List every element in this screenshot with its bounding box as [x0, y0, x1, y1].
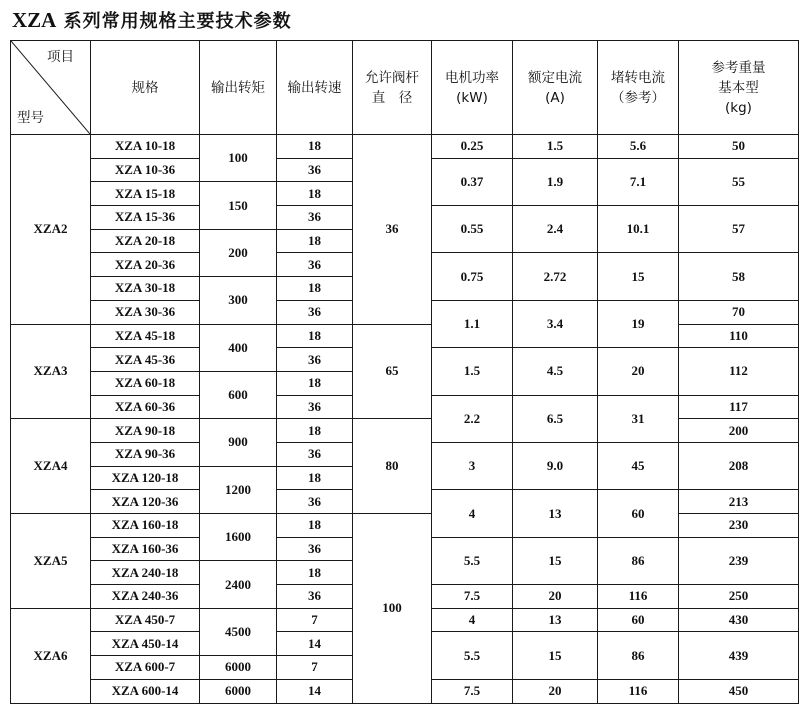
speed-cell: 18: [277, 419, 353, 443]
speed-cell: 18: [277, 182, 353, 206]
header-power-line1: 电机功率: [445, 69, 499, 86]
weight-cell: 430: [679, 608, 799, 632]
speed-cell: 18: [277, 466, 353, 490]
weight-cell: 439: [679, 632, 799, 679]
header-weight-line2: 基本型: [718, 79, 759, 96]
speed-cell: 18: [277, 371, 353, 395]
speed-cell: 14: [277, 679, 353, 703]
weight-cell: 250: [679, 585, 799, 609]
stall-current-cell: 31: [598, 395, 679, 442]
power-cell: 0.55: [432, 206, 513, 253]
torque-cell: 6000: [200, 679, 277, 703]
page-title: [12, 6, 292, 34]
power-cell: 5.5: [432, 537, 513, 584]
speed-cell: 18: [277, 135, 353, 159]
model-cell: XZA 90-36: [91, 442, 200, 466]
current-cell: 1.5: [513, 135, 598, 159]
model-cell: XZA 90-18: [91, 419, 200, 443]
model-cell: XZA 60-36: [91, 395, 200, 419]
rod-diameter-cell: 80: [353, 419, 432, 514]
weight-cell: 213: [679, 490, 799, 514]
header-power-line2: (kW): [456, 89, 488, 106]
stall-current-cell: 5.6: [598, 135, 679, 159]
stall-current-cell: 15: [598, 253, 679, 300]
weight-cell: 50: [679, 135, 799, 159]
torque-cell: 600: [200, 371, 277, 418]
table-row: [11, 514, 799, 538]
current-cell: 13: [513, 608, 598, 632]
model-cell: XZA 60-18: [91, 371, 200, 395]
header-stall-line2: （参考）: [611, 89, 665, 106]
model-cell: XZA 160-36: [91, 537, 200, 561]
current-cell: 15: [513, 632, 598, 679]
weight-cell: 57: [679, 206, 799, 253]
stall-current-cell: 7.1: [598, 158, 679, 205]
model-cell: XZA 600-14: [91, 679, 200, 703]
header-item-type: [11, 41, 91, 135]
torque-cell: 4500: [200, 608, 277, 655]
current-cell: 13: [513, 490, 598, 537]
type-cell: XZA5: [11, 514, 91, 609]
current-cell: 20: [513, 679, 598, 703]
speed-cell: 14: [277, 632, 353, 656]
model-cell: XZA 160-18: [91, 514, 200, 538]
torque-cell: 2400: [200, 561, 277, 608]
stall-current-cell: 116: [598, 585, 679, 609]
current-cell: 20: [513, 585, 598, 609]
stall-current-cell: 45: [598, 442, 679, 489]
power-cell: 0.25: [432, 135, 513, 159]
power-cell: 4: [432, 490, 513, 537]
model-cell: XZA 10-18: [91, 135, 200, 159]
stall-current-cell: 86: [598, 537, 679, 584]
header-weight: [679, 41, 799, 135]
speed-cell: 7: [277, 656, 353, 680]
speed-cell: 36: [277, 395, 353, 419]
weight-cell: 450: [679, 679, 799, 703]
rod-diameter-cell: 65: [353, 324, 432, 419]
header-current-line2: (A): [545, 89, 565, 106]
model-cell: XZA 240-18: [91, 561, 200, 585]
header-weight-line1: 参考重量: [711, 59, 766, 76]
header-power: [432, 41, 513, 135]
model-cell: XZA 10-36: [91, 158, 200, 182]
current-cell: 6.5: [513, 395, 598, 442]
torque-cell: 100: [200, 135, 277, 182]
torque-cell: 1200: [200, 466, 277, 513]
current-cell: 2.72: [513, 253, 598, 300]
header-rod-line1: 允许阀杆: [365, 69, 419, 86]
header-current: [513, 41, 598, 135]
torque-cell: 1600: [200, 514, 277, 561]
type-cell: XZA3: [11, 324, 91, 419]
header-rod-line2: 直 径: [371, 89, 413, 106]
power-cell: 3: [432, 442, 513, 489]
stall-current-cell: 19: [598, 300, 679, 347]
rod-diameter-cell: 36: [353, 135, 432, 325]
speed-cell: 18: [277, 229, 353, 253]
type-cell: XZA2: [11, 135, 91, 325]
current-cell: 1.9: [513, 158, 598, 205]
speed-cell: 18: [277, 514, 353, 538]
weight-cell: 200: [679, 419, 799, 443]
current-cell: 3.4: [513, 300, 598, 347]
speed-cell: 36: [277, 206, 353, 230]
weight-cell: 230: [679, 514, 799, 538]
model-cell: XZA 30-18: [91, 277, 200, 301]
model-cell: XZA 20-18: [91, 229, 200, 253]
speed-cell: 7: [277, 608, 353, 632]
header-stall-line1: 堵转电流: [611, 69, 665, 86]
current-cell: 2.4: [513, 206, 598, 253]
model-cell: XZA 45-36: [91, 348, 200, 372]
weight-cell: 110: [679, 324, 799, 348]
weight-cell: 239: [679, 537, 799, 584]
model-cell: XZA 450-14: [91, 632, 200, 656]
weight-cell: 58: [679, 253, 799, 300]
model-cell: XZA 600-7: [91, 656, 200, 680]
weight-cell: 70: [679, 300, 799, 324]
header-speed: 输出转速: [277, 41, 353, 135]
current-cell: 15: [513, 537, 598, 584]
speed-cell: 36: [277, 158, 353, 182]
header-rod-diameter: [353, 41, 432, 135]
header-current-line1: 额定电流: [528, 69, 582, 86]
speed-cell: 36: [277, 348, 353, 372]
model-cell: XZA 45-18: [91, 324, 200, 348]
weight-cell: 208: [679, 442, 799, 489]
power-cell: 1.1: [432, 300, 513, 347]
type-cell: XZA4: [11, 419, 91, 514]
current-cell: 4.5: [513, 348, 598, 395]
header-row: [11, 41, 799, 135]
model-cell: XZA 120-18: [91, 466, 200, 490]
weight-cell: 112: [679, 348, 799, 395]
title-code: XZA: [12, 8, 57, 32]
model-cell: XZA 120-36: [91, 490, 200, 514]
speed-cell: 36: [277, 490, 353, 514]
stall-current-cell: 10.1: [598, 206, 679, 253]
weight-cell: 117: [679, 395, 799, 419]
stall-current-cell: 60: [598, 490, 679, 537]
table-row: [11, 135, 799, 159]
torque-cell: 900: [200, 419, 277, 466]
header-type: 型号: [17, 110, 44, 126]
type-cell: XZA6: [11, 608, 91, 703]
speed-cell: 36: [277, 585, 353, 609]
header-item: 项目: [47, 49, 74, 65]
model-cell: XZA 450-7: [91, 608, 200, 632]
current-cell: 9.0: [513, 442, 598, 489]
power-cell: 2.2: [432, 395, 513, 442]
model-cell: XZA 15-18: [91, 182, 200, 206]
speed-cell: 36: [277, 442, 353, 466]
power-cell: 5.5: [432, 632, 513, 679]
power-cell: 0.75: [432, 253, 513, 300]
header-stall-current: [598, 41, 679, 135]
model-cell: XZA 240-36: [91, 585, 200, 609]
header-spec: 规格: [91, 41, 200, 135]
header-weight-line3: (kg): [725, 99, 752, 116]
torque-cell: 150: [200, 182, 277, 229]
power-cell: 0.37: [432, 158, 513, 205]
power-cell: 7.5: [432, 679, 513, 703]
speed-cell: 36: [277, 253, 353, 277]
header-torque: 输出转矩: [200, 41, 277, 135]
torque-cell: 400: [200, 324, 277, 371]
speed-cell: 36: [277, 537, 353, 561]
speed-cell: 18: [277, 324, 353, 348]
torque-cell: 300: [200, 277, 277, 324]
weight-cell: 55: [679, 158, 799, 205]
rod-diameter-cell: 100: [353, 514, 432, 704]
stall-current-cell: 116: [598, 679, 679, 703]
torque-cell: 6000: [200, 656, 277, 680]
stall-current-cell: 86: [598, 632, 679, 679]
power-cell: 1.5: [432, 348, 513, 395]
power-cell: 4: [432, 608, 513, 632]
model-cell: XZA 30-36: [91, 300, 200, 324]
model-cell: XZA 15-36: [91, 206, 200, 230]
spec-table: [10, 40, 799, 704]
speed-cell: 36: [277, 300, 353, 324]
speed-cell: 18: [277, 561, 353, 585]
speed-cell: 18: [277, 277, 353, 301]
stall-current-cell: 60: [598, 608, 679, 632]
table-row: [11, 419, 799, 443]
model-cell: XZA 20-36: [91, 253, 200, 277]
stall-current-cell: 20: [598, 348, 679, 395]
power-cell: 7.5: [432, 585, 513, 609]
torque-cell: 200: [200, 229, 277, 276]
table-row: [11, 324, 799, 348]
title-text: 系列常用规格主要技术参数: [56, 11, 292, 32]
